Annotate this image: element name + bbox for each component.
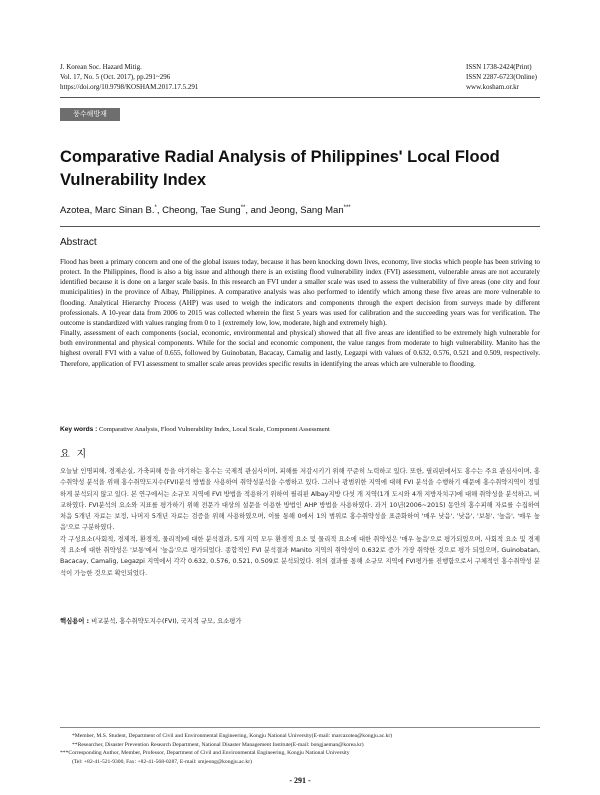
journal-name: J. Korean Soc. Hazard Mitig. [60,63,142,71]
footnote-contact: (Tel: +82-41-521-9300, Fax: +82-41-568-0287, E-mail: smjeong@kongju.ac.kr) [72,758,252,765]
keywords-label: Key words : [60,426,98,433]
doi-link[interactable]: https://doi.org/10.9798/KOSHAM.2017.17.5.291 [60,83,199,91]
footnote-author-2: **Researcher, Disaster Prevention Research Department, National Disaster Management Institute(E-mail: bongjaeman@korea.kr) [72,741,364,748]
abstract-paragraph: Finally, assessment of each components (social, economic, environmental and physical) showed that all five areas are identified to be extremely high vulnerable for both environmental and physical components. While for the social and economic component, the value ranges from moderate to high vulnerability. Manito has the highest overall FVI with a value of 0.655, followed by Guinobatan, Bacacay, Camalig and lastly, Legazpi with values of 0.632, 0.576, 0.521 and 0.509, respectively. Therefore, application of FVI assessment to smaller scale areas provides specific results in identifying the areas which are vulnerable to flooding. [60,329,540,368]
abstract-body [60,257,540,369]
korean-paragraph: 각 구성요소(사회적, 경제적, 환경적, 물리적)에 대한 분석결과, 5개 지역 모두 환경적 요소 및 물리적 요소에 대한 취약성은 '매우 높음'으로 평가되었으며, 사회적 요소 및 경제적 요소에 대한 취약성은 '보통'에서 '높음'으로 평가되었다. 종합적인 FVI 분석결과 Manito 지역의 취약성이 0.632로 증가 가장 취약한 것으로 평가 되었으며, Guinobatan, Bacacay, Camalig, Legazpi 지역에서 각각 0.632, 0.576, 0.521, 0.509로 분석되었다. 위의 결과를 통해 소규모 지역에 FVI평가를 진행함으로서 구체적인 홍수취약성 분석이 가능한 것으로 확인되었다. [60,535,540,577]
author-mark: ** [240,205,246,211]
korean-abstract-body [60,466,540,579]
author-name: and Jeong, Sang Man [250,205,344,217]
abstract-paragraph: Flood has been a primary concern and one of the global issues today, because it has been knocking down lives, economy, live stocks which people has been striving to protect. In the Philippines, flood is also a big issue and although there is an existing flood vulnerability index (FVI) assessment, vulnerable areas are not accurately identified because it is done on a larger scale basis. In this research an FVI under a smaller scale was used to assess the vulnerability of five areas (one city and four municipalities) in the province of Albay, Philippines. A comparative analysis was also performed to identify which among these five areas are more vulnerable to flooding. Analytical Hierarchy Process (AHP) was used to weigh the indicators and components through the expert decision from surveys made by different professionals. A 10-year data from 2006 to 2015 was collected wherein the first 5 years was used for calibration and the succeeding years was for verification. The outcome is standardized with values ranging from 0 to 1 (extremely low, low, moderate, high and extremely high). [60,258,540,327]
section-badge: 풍수해방재 [60,108,120,121]
paper-title: Comparative Radial Analysis of Philippines' Local Flood Vulnerability Index [60,148,500,189]
footnote-divider [60,727,540,728]
issn-online: ISSN 2287-6723(Online) [466,73,537,81]
author-mark: * [154,205,157,211]
korean-paragraph: 오늘날 인명피해, 경제손실, 가축피해 등을 야기하는 홍수는 국제적 관심사이며, 피해를 저감시키기 위해 꾸준히 노력하고 있다. 또한, 필리핀에서도 홍수는 주요 관심사이며, 홍수취약성 분석을 위해 홍수취약도지수(FVI)분석 방법을 사용하여 취약성분석을 수행하고 있다. 그러나 광범위한 지역에 대해 FVI 분석을 수행하기 때문에 홍수취약지역이 정밀하게 분석되지 않고 있다. 본 연구에서는 소규모 지역에 FVI 방법을 적용하기 위하여 필리핀 Albay지방 다섯 개 지역(1개 도시와 4개 지방자치구)에 대해 취약성을 분석하고, 비교하였다. FVI분석의 요소와 지표를 평가하기 위해 전문가 대상의 설문을 이용한 방법인 AHP 방법을 사용하였다. 과거 10년(2006~2015) 동안의 홍수피해 자료를 수집하여 처음 5개년 자료는 보정, 나머지 5개년 자료는 검증을 위해 사용하였으며, 이를 통해 0에서 1의 범위로 홍수취약성을 표준화하여 '매우 낮음', '낮음', '보통', '높음', '매우 높음'으로 구분하였다. [60,468,540,532]
author-mark: *** [343,205,351,211]
author-name: Azotea, Marc Sinan B. [60,205,155,217]
title-divider [60,226,540,227]
author-line: Azotea, Marc Sinan B.*, Cheong, Tae Sung**, and Jeong, Sang Man*** [60,205,351,217]
author-name: Cheong, Tae Sung [162,205,241,217]
keywords-line [60,425,540,434]
page-number: - 291 - [289,776,311,785]
journal-volume: Vol. 17, No. 5 (Oct. 2017), pp.291~296 [60,73,171,81]
issn-print: ISSN 1738-2424(Print) [466,63,532,71]
header-divider [60,97,540,98]
korean-abstract-heading: 요 지 [60,449,89,460]
abstract-heading: Abstract [60,237,97,248]
journal-header-right [466,62,537,92]
keywords-text: Comparative Analysis, Flood Vulnerability Index, Local Scale, Component Assessment [99,426,330,433]
korean-keywords-text: 비교분석, 홍수취약도지수(FVI), 국지적 규모, 요소평가 [91,618,242,625]
journal-website-link[interactable]: www.kosham.or.kr [466,83,520,91]
footnote-corresponding-author: ***Corresponding Author, Member, Professor, Department of Civil and Environmental Engineering, Kongju National University [60,750,350,757]
footnote-author-1: *Member, M.S. Student, Department of Civil and Environmental Engineering, Kongju National University(E-mail: marcazotea@kongju.ac.kr) [72,733,393,739]
journal-header-left [60,62,198,92]
korean-keywords-line [60,616,540,625]
footnotes [60,732,540,766]
korean-keywords-label: 핵심용어 : [60,618,90,625]
